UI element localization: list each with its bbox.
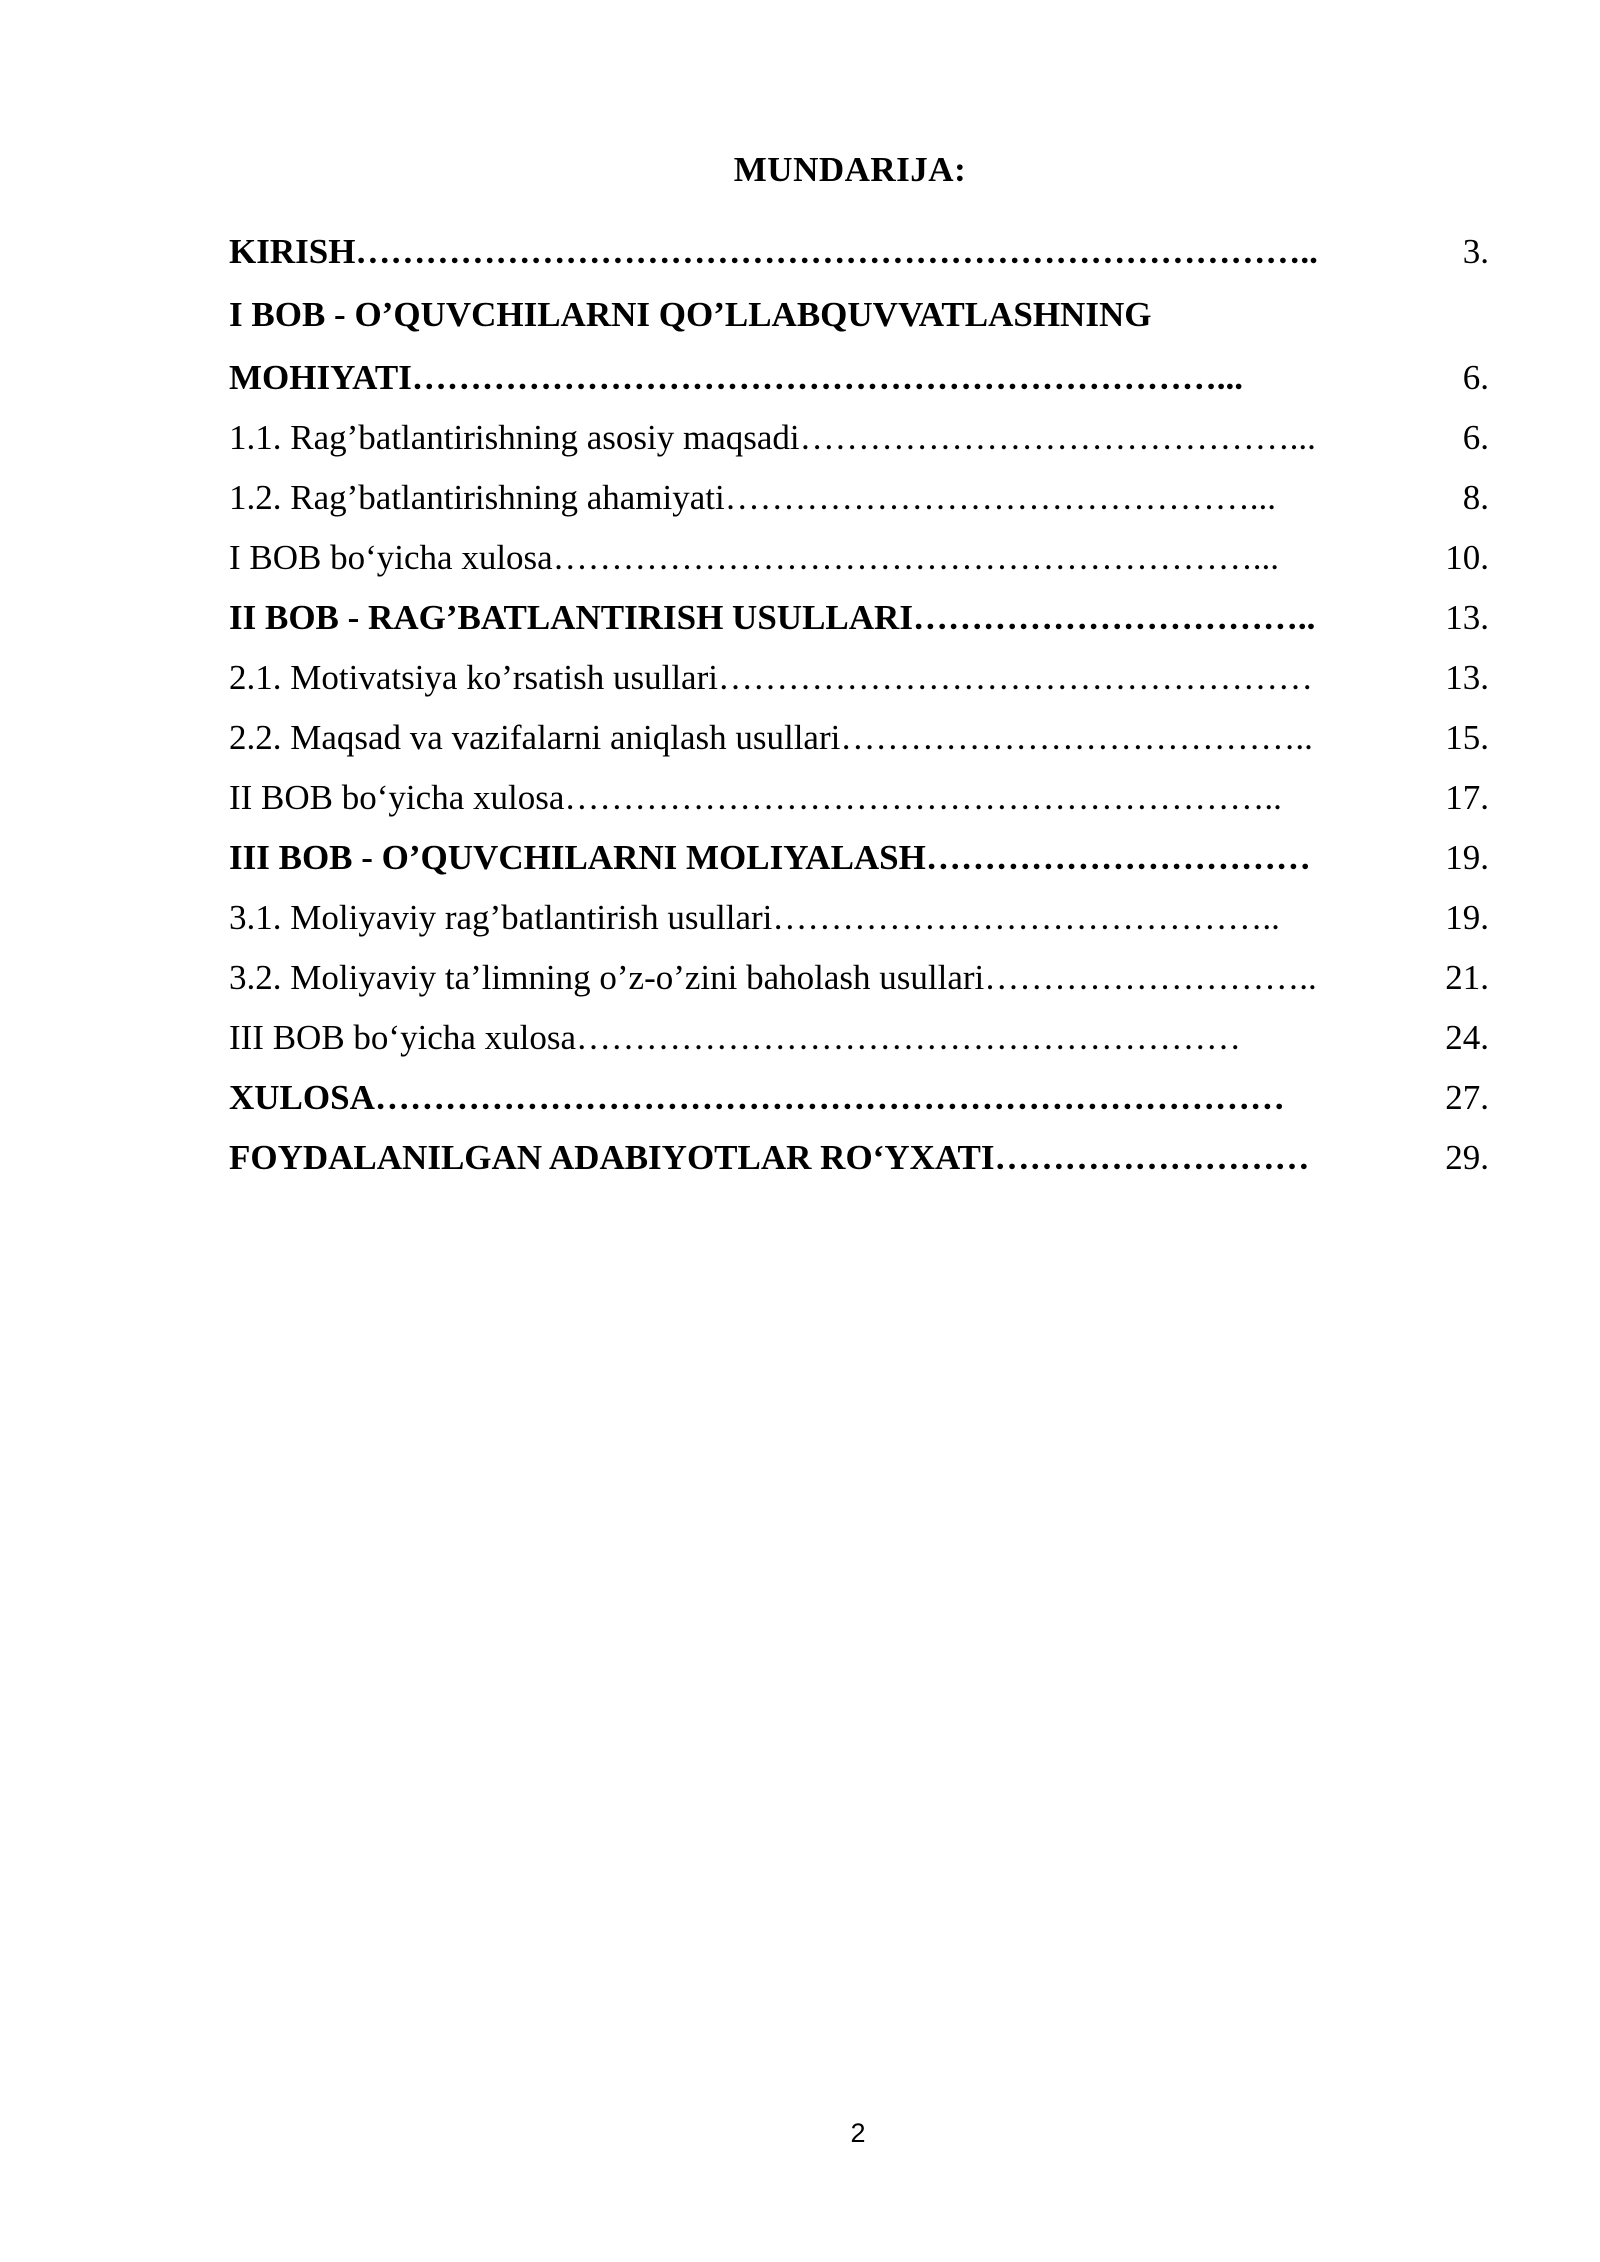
toc-entry[interactable] bbox=[229, 828, 1489, 888]
toc-entry-page: 15. bbox=[1445, 718, 1489, 757]
toc-entry-text: 1.1. Rag’batlantirishning asosiy maqsadi……………………………………... bbox=[229, 418, 1316, 457]
toc-entry[interactable] bbox=[229, 648, 1489, 708]
toc-entry-page: 10. bbox=[1445, 538, 1489, 577]
toc-entry-text: II BOB - RAG’BATLANTIRISH USULLARI…………………………….. bbox=[229, 598, 1316, 637]
toc-entry-text: 3.1. Moliyaviy rag’batlantirish usullari…………………………………….. bbox=[229, 898, 1280, 937]
toc-entry-page: 19. bbox=[1445, 898, 1489, 937]
toc-entry-page: 27. bbox=[1445, 1078, 1489, 1117]
toc-entry-page: 3. bbox=[1462, 232, 1489, 271]
toc-entry[interactable] bbox=[229, 1008, 1489, 1068]
table-of-contents bbox=[229, 222, 1489, 1188]
toc-entry[interactable] bbox=[229, 528, 1489, 588]
toc-entry-text: KIRISH……………………………………………………………………….. bbox=[229, 232, 1318, 271]
toc-entry-text: 1.2. Rag’batlantirishning ahamiyati………………………………………... bbox=[229, 478, 1276, 517]
toc-entry[interactable] bbox=[229, 588, 1489, 648]
toc-entry-page: 24. bbox=[1445, 1018, 1489, 1057]
toc-entry-page: 6. bbox=[1462, 358, 1489, 397]
toc-entry-text: FOYDALANILGAN ADABIYOTLAR RO‘YXATI……………………… bbox=[229, 1138, 1310, 1177]
toc-entry-text: III BOB - O’QUVCHILARNI MOLIYALASH…………………………… bbox=[229, 838, 1311, 877]
toc-entry-text: 3.2. Moliyaviy ta’limning o’z-o’zini baholash usullari……………………….. bbox=[229, 958, 1317, 997]
toc-entry-page: 6. bbox=[1462, 418, 1489, 457]
toc-entry[interactable] bbox=[229, 888, 1489, 948]
toc-entry[interactable] bbox=[229, 948, 1489, 1008]
toc-entry-text: III BOB bo‘yicha xulosa………………………………………………… bbox=[229, 1018, 1242, 1057]
toc-entry-page: 29. bbox=[1445, 1138, 1489, 1177]
toc-entry-text: MOHIYATI……………………………………………………………... bbox=[229, 358, 1244, 397]
toc-entry[interactable] bbox=[229, 222, 1489, 282]
toc-entry-text: II BOB bo‘yicha xulosa…………………………………………………….. bbox=[229, 778, 1282, 817]
toc-entry-text: XULOSA…………………………………………………………………… bbox=[229, 1078, 1285, 1117]
toc-entry[interactable] bbox=[229, 708, 1489, 768]
toc-entry-page: 21. bbox=[1445, 958, 1489, 997]
toc-entry-page: 13. bbox=[1445, 598, 1489, 637]
toc-entry[interactable] bbox=[229, 408, 1489, 468]
toc-entry[interactable] bbox=[229, 282, 1489, 348]
toc-entry[interactable] bbox=[229, 1128, 1489, 1188]
toc-entry-text: I BOB - O’QUVCHILARNI QO’LLABQUVVATLASHNING bbox=[229, 295, 1152, 334]
toc-entry-page: 17. bbox=[1445, 778, 1489, 817]
toc-title: MUNDARIJA: bbox=[733, 150, 967, 189]
toc-entry-text: 2.2. Maqsad va vazifalarni aniqlash usullari………………………………….. bbox=[229, 718, 1313, 757]
toc-entry[interactable] bbox=[229, 1068, 1489, 1128]
toc-entry[interactable] bbox=[229, 468, 1489, 528]
toc-entry-page: 8. bbox=[1462, 478, 1489, 517]
toc-entry[interactable] bbox=[229, 768, 1489, 828]
toc-entry-page: 13. bbox=[1445, 658, 1489, 697]
toc-entry-text: 2.1. Motivatsiya ko’rsatish usullari…………………………………………… bbox=[229, 658, 1313, 697]
toc-entry[interactable] bbox=[229, 348, 1489, 408]
toc-entry-text: I BOB bo‘yicha xulosa……………………………………………………... bbox=[229, 538, 1279, 577]
toc-entry-page: 19. bbox=[1445, 838, 1489, 877]
page-number: 2 bbox=[850, 2118, 866, 2148]
